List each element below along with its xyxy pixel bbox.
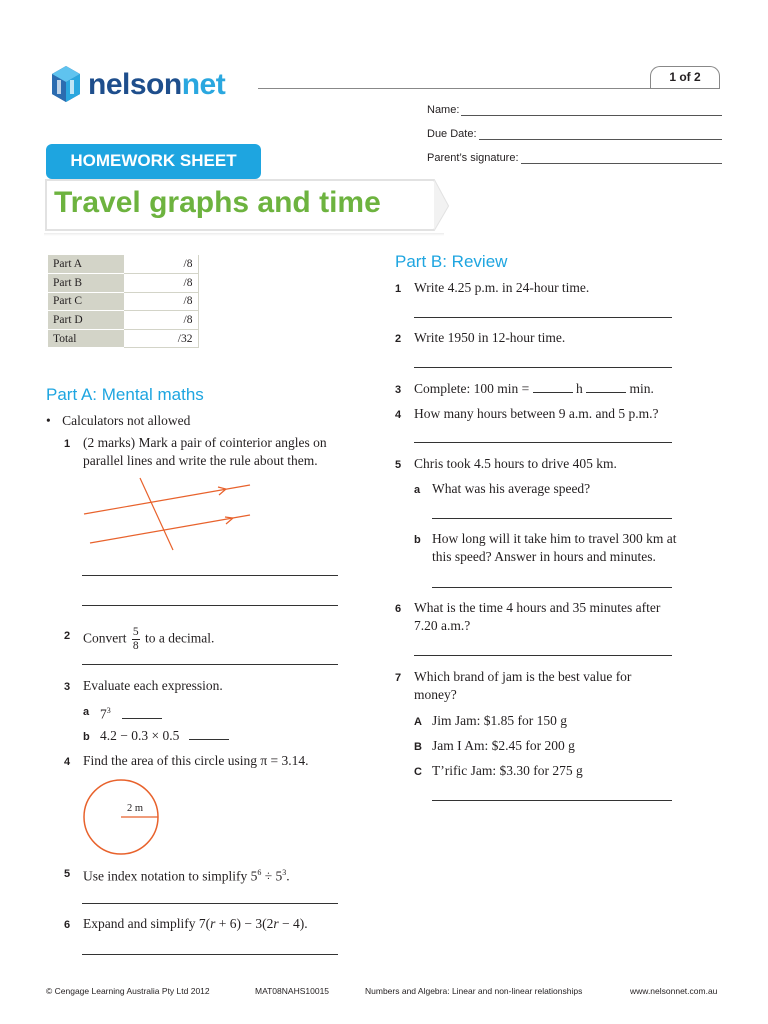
question-text: Use index notation to simplify 5 <box>83 868 258 884</box>
title-banner <box>40 176 452 234</box>
question-a1 <box>83 434 383 470</box>
question-text: min. <box>629 381 654 396</box>
score-part-label: Part B <box>48 274 123 293</box>
question-text: + 6) − 3(2 <box>215 916 274 931</box>
sub-question-label: b <box>414 534 421 546</box>
table-row <box>48 292 198 311</box>
hours-blank[interactable] <box>533 381 573 393</box>
answer-blank[interactable] <box>122 707 162 719</box>
table-row <box>48 274 198 293</box>
question-text: What was his average speed? <box>432 481 591 496</box>
question-text: (2 marks) Mark a pair of cointerior angles on <box>83 435 327 450</box>
question-text: Evaluate each expression. <box>83 678 223 693</box>
fraction <box>132 626 140 653</box>
question-text: Convert <box>83 630 127 646</box>
option-text: Jim Jam: $1.85 for 150 g <box>432 713 567 728</box>
question-text: How long will it take him to travel 300 km at <box>432 531 677 546</box>
logo-cube-icon <box>44 62 88 108</box>
question-text: How many hours between 9 a.m. and 5 p.m.? <box>414 406 659 421</box>
answer-line[interactable] <box>414 442 672 443</box>
question-text: Chris took 4.5 hours to drive 405 km. <box>414 456 617 471</box>
banner-shadow <box>44 233 444 236</box>
expression-exponent: 3 <box>106 706 111 715</box>
footer-copyright: © Cengage Learning Australia Pty Ltd 2012 <box>46 986 210 996</box>
answer-blank[interactable] <box>189 728 229 740</box>
option-label: B <box>414 741 422 753</box>
exponent: 6 <box>257 868 262 877</box>
question-a6 <box>83 915 308 933</box>
part-b-heading: Part B: Review <box>395 252 508 271</box>
sub-question-label: a <box>414 484 421 496</box>
parent-signature-label: Parent’s signature: <box>427 152 519 164</box>
score-value: /8 <box>123 255 198 274</box>
calculator-note <box>46 412 190 430</box>
question-text: money? <box>414 687 457 702</box>
question-a5 <box>83 864 290 886</box>
exponent: 3 <box>282 868 287 877</box>
fraction-denominator: 8 <box>132 640 139 652</box>
circle-diagram <box>80 778 164 858</box>
bullet-icon: • <box>46 413 51 428</box>
answer-line[interactable] <box>432 518 672 519</box>
parallel-line-2 <box>90 515 250 543</box>
question-b5b <box>432 530 732 566</box>
header-rule <box>258 88 720 89</box>
score-value: /32 <box>123 329 198 348</box>
due-date-label: Due Date: <box>427 128 477 140</box>
question-text: Complete: 100 min = <box>414 381 530 396</box>
name-label: Name: <box>427 104 460 116</box>
question-number: 3 <box>64 681 71 693</box>
expression-base: 7 <box>100 706 107 722</box>
question-number: 1 <box>395 283 402 295</box>
score-value: /8 <box>123 311 198 330</box>
question-text: this speed? Answer in hours and minutes. <box>432 549 656 564</box>
question-text: to a decimal. <box>145 630 215 646</box>
option-label: A <box>414 716 422 728</box>
question-text: − 4). <box>278 916 308 931</box>
name-line <box>461 106 722 116</box>
sub-question-label: b <box>83 731 90 743</box>
question-number: 6 <box>64 919 71 931</box>
answer-line[interactable] <box>414 655 672 656</box>
question-text: Which brand of jam is the best value for <box>414 669 632 684</box>
score-value: /8 <box>123 292 198 311</box>
due-date-field[interactable] <box>427 124 722 140</box>
option-label: C <box>414 766 422 778</box>
question-a3b <box>100 727 229 745</box>
question-number: 1 <box>64 438 71 450</box>
table-row <box>48 311 198 330</box>
answer-line[interactable] <box>432 800 672 801</box>
arrow-icon <box>218 487 226 495</box>
part-a-heading: Part A: Mental maths <box>46 385 204 404</box>
answer-line[interactable] <box>414 317 672 318</box>
answer-line[interactable] <box>414 367 672 368</box>
question-b6 <box>414 599 714 635</box>
answer-line[interactable] <box>82 605 338 606</box>
transversal-line <box>140 478 173 550</box>
score-part-label: Part D <box>48 311 123 330</box>
logo-text-net: net <box>181 68 226 101</box>
homework-sheet-tab: HOMEWORK SHEET <box>46 144 261 179</box>
sub-question-label: a <box>83 706 90 718</box>
score-part-label: Part C <box>48 292 123 311</box>
question-text: Expand and simplify 7( <box>83 916 211 931</box>
question-a2 <box>83 626 343 653</box>
parent-signature-field[interactable] <box>427 148 722 164</box>
question-number: 2 <box>395 333 402 345</box>
radius-label: 2 m <box>127 803 144 814</box>
name-field[interactable] <box>427 100 722 116</box>
question-text: parallel lines and write the rule about them. <box>83 453 318 468</box>
parallel-lines-diagram <box>80 474 260 554</box>
question-text: 7.20 a.m.? <box>414 618 471 633</box>
arrow-icon <box>225 517 233 524</box>
minutes-blank[interactable] <box>586 381 626 393</box>
option-text: T’rific Jam: $3.30 for 275 g <box>432 763 583 778</box>
score-part-label: Part A <box>48 255 123 274</box>
question-text: What is the time 4 hours and 35 minutes after <box>414 600 661 615</box>
answer-line[interactable] <box>82 664 338 665</box>
answer-line[interactable] <box>82 903 338 904</box>
page-title: Travel graphs and time <box>54 186 381 219</box>
question-text: Find the area of this circle using π = 3.14. <box>83 753 309 768</box>
calculator-note-text: Calculators not allowed <box>62 413 191 428</box>
variable: r <box>210 916 216 931</box>
footer-strand: Numbers and Algebra: Linear and non-linear relationships <box>365 986 583 996</box>
question-text: Write 1950 in 12-hour time. <box>414 330 566 345</box>
question-number: 5 <box>395 459 402 471</box>
question-text: . <box>286 868 290 884</box>
due-date-line <box>479 130 722 140</box>
question-number: 4 <box>395 409 402 421</box>
fraction-numerator: 5 <box>132 626 139 638</box>
logo-text-nelson: nelson <box>88 68 182 101</box>
table-row <box>48 255 198 274</box>
parent-signature-line <box>521 154 722 164</box>
answer-line[interactable] <box>432 587 672 588</box>
score-value: /8 <box>123 274 198 293</box>
question-number: 2 <box>64 630 71 642</box>
question-number: 6 <box>395 603 402 615</box>
score-table <box>48 255 199 348</box>
question-number: 5 <box>64 868 71 880</box>
answer-line[interactable] <box>82 954 338 955</box>
question-number: 7 <box>395 672 402 684</box>
expression-text: 4.2 − 0.3 × 0.5 <box>100 728 180 743</box>
table-row <box>48 329 198 348</box>
question-number: 3 <box>395 384 402 396</box>
question-b3 <box>414 380 654 398</box>
footer-code: MAT08NAHS10015 <box>255 986 330 996</box>
score-part-label: Total <box>48 329 123 348</box>
answer-line[interactable] <box>82 575 338 576</box>
page-number: 1 of 2 <box>650 66 720 88</box>
question-text: ÷ 5 <box>261 868 283 884</box>
question-b7 <box>414 668 714 704</box>
question-text: Write 4.25 p.m. in 24-hour time. <box>414 280 590 295</box>
question-number: 4 <box>64 756 71 768</box>
option-text: Jam I Am: $2.45 for 200 g <box>432 738 575 753</box>
question-text: h <box>575 381 583 396</box>
nelsonnet-logo <box>44 62 258 108</box>
question-a3a <box>100 702 162 724</box>
footer-url[interactable]: www.nelsonnet.com.au <box>630 986 718 996</box>
variable: r <box>273 916 279 931</box>
